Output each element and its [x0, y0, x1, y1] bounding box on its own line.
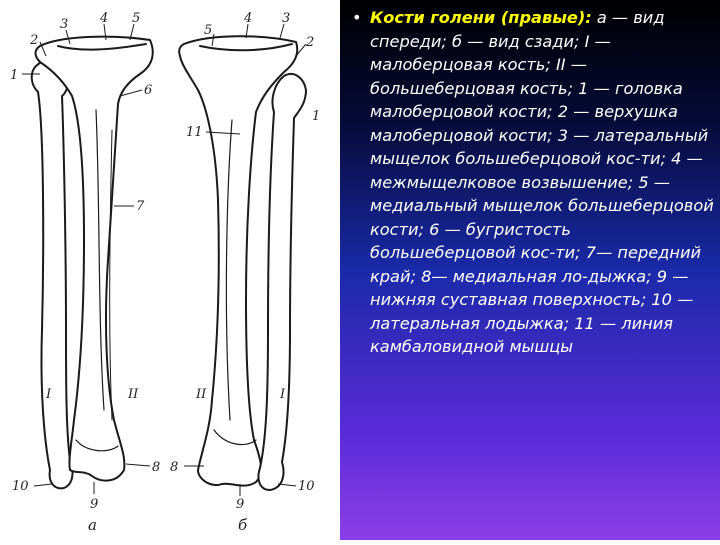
label-4-a: 4	[100, 11, 109, 26]
label-7-a: 7	[136, 199, 145, 214]
label-8-b: 8	[170, 460, 179, 475]
label-view-b: б	[238, 516, 248, 534]
label-9-b: 9	[236, 497, 245, 512]
label-1-a: 1	[10, 68, 19, 83]
label-roman-one-b: I	[280, 387, 286, 402]
label-4-b: 4	[244, 11, 253, 26]
label-roman-two-a: II	[128, 387, 139, 402]
label-5-a: 5	[132, 11, 141, 26]
tibia-fibula-drawing	[0, 0, 340, 540]
bone-illustration	[0, 0, 340, 540]
label-2-a: 2	[30, 33, 39, 48]
caption-paragraph	[352, 6, 714, 359]
label-11-b: 11	[186, 125, 203, 140]
label-2-b: 2	[306, 35, 315, 50]
caption-body: а — вид спереди; б — вид сзади; I — малоберцовая кость; II — большеберцовая кость; 1 — головка малоберцовой кости; 2 — верхушка малоберцовой кости; 3 — латеральный мыщелок большеберцовой кос-ти; 4 — межмыщелковое возвышение; 5 — медиальный мыщелок большеберцовой кости; 6 — бугристость большеберцовой кос-ти; 7— передний край; 8— медиальная ло-дыжка; 9 — нижняя суставная поверхность; 10 — латеральная лодыжка; 11 — линия камбаловидной мышцы	[370, 8, 714, 356]
label-roman-one-a: I	[46, 387, 52, 402]
label-view-a: а	[88, 516, 97, 534]
fibula-back	[258, 74, 306, 490]
label-roman-two-b: II	[196, 387, 207, 402]
caption-highlight: Кости голени (правые):	[370, 8, 592, 27]
label-5-b: 5	[204, 23, 213, 38]
label-6-a: 6	[144, 83, 153, 98]
label-3-b: 3	[282, 11, 291, 26]
label-8-a: 8	[152, 460, 161, 475]
label-10-a: 10	[12, 479, 29, 494]
bullet: •	[352, 8, 362, 27]
label-10-b: 10	[298, 479, 315, 494]
figure-caption	[352, 6, 714, 359]
label-9-a: 9	[90, 497, 99, 512]
label-3-a: 3	[60, 17, 69, 32]
label-1-b: 1	[312, 109, 321, 124]
fibula-front	[32, 60, 73, 488]
